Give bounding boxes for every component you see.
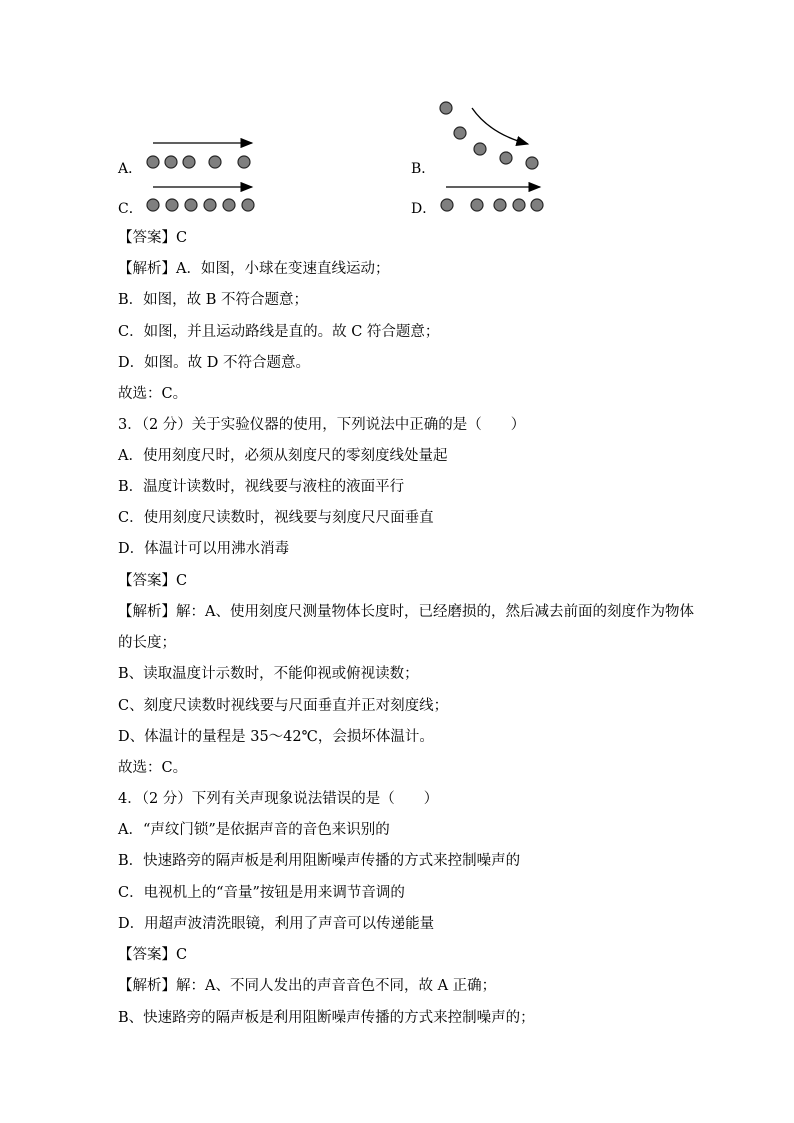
question-3-option-c: C．使用刻度尺读数时，视线要与刻度尺尺面垂直 [118, 510, 434, 526]
analysis-line: C．如图，并且运动路线是直的。故 C 符合题意； [118, 324, 440, 340]
ball [185, 199, 197, 211]
curved-arrow [472, 108, 528, 144]
ball [500, 152, 512, 164]
question-3-stem: 3．（2 分）关于实验仪器的使用，下列说法中正确的是（ ） [118, 417, 526, 433]
ball [440, 102, 452, 114]
analysis-line: B、读取温度计示数时，不能仰视或俯视读数； [118, 666, 419, 682]
analysis-line: D、体温计的量程是 35～42℃，会损坏体温计。 [118, 729, 434, 745]
ball [454, 127, 466, 139]
question-3-option-d: D．体温计可以用沸水消毒 [118, 541, 290, 557]
analysis-line: 【解析】解：A、使用刻度尺测量物体长度时，已经磨损的，然后减去前面的刻度作为物体 [118, 604, 694, 620]
figure-d [434, 176, 552, 216]
ball [531, 199, 543, 211]
ball [494, 199, 506, 211]
conclusion-line: 故选：C。 [118, 386, 188, 402]
question-4-stem: 4．（2 分）下列有关声现象说法错误的是（ ） [118, 791, 439, 807]
analysis-line: B、快速路旁的隔声板是利用阻断噪声传播的方式来控制噪声的； [118, 1010, 535, 1026]
answer-line: 【答案】C [118, 573, 188, 589]
question-3-option-a: A．使用刻度尺时，必须从刻度尺的零刻度线处量起 [118, 448, 448, 464]
ball [209, 156, 221, 168]
ball [242, 199, 254, 211]
option-c-label: C． [118, 201, 143, 217]
ball [147, 199, 159, 211]
analysis-line: 【解析】解：A、不同人发出的声音音色不同，故 A 正确； [118, 978, 497, 994]
ball [441, 199, 453, 211]
conclusion-line: 故选：C。 [118, 760, 188, 776]
question-3-option-b: B．温度计读数时，视线要与液柱的液面平行 [118, 479, 405, 495]
question-4-option-a: A．“声纹门锁”是依据声音的音色来识别的 [118, 822, 390, 838]
figure-c [140, 178, 270, 216]
answer-line: 【答案】C [118, 947, 188, 963]
ball [471, 199, 483, 211]
analysis-line: 的长度； [118, 635, 176, 651]
analysis-line: 【解析】A．如图，小球在变速直线运动； [118, 261, 390, 277]
ball [183, 156, 195, 168]
ball [147, 156, 159, 168]
figure-b [432, 96, 550, 176]
option-a-label: A． [118, 161, 143, 177]
ball [513, 199, 525, 211]
question-4-option-b: B．快速路旁的隔声板是利用阻断噪声传播的方式来控制噪声的 [118, 853, 521, 869]
answer-line: 【答案】C [118, 230, 188, 246]
ball [204, 199, 216, 211]
analysis-line: B．如图，故 B 不符合题意； [118, 292, 309, 308]
ball [474, 143, 486, 155]
analysis-line: D．如图。故 D 不符合题意。 [118, 355, 310, 371]
ball [166, 199, 178, 211]
ball [238, 156, 250, 168]
option-d-label: D． [411, 201, 437, 217]
option-b-label: B． [411, 161, 436, 177]
ball [165, 156, 177, 168]
question-4-option-c: C．电视机上的“音量”按钮是用来调节音调的 [118, 885, 405, 901]
ball [526, 157, 538, 169]
analysis-line: C、刻度尺读数时视线要与尺面垂直并正对刻度线； [118, 698, 449, 714]
question-4-option-d: D．用超声波清洗眼镜，利用了声音可以传递能量 [118, 916, 435, 932]
ball [223, 199, 235, 211]
figure-a [140, 134, 270, 174]
